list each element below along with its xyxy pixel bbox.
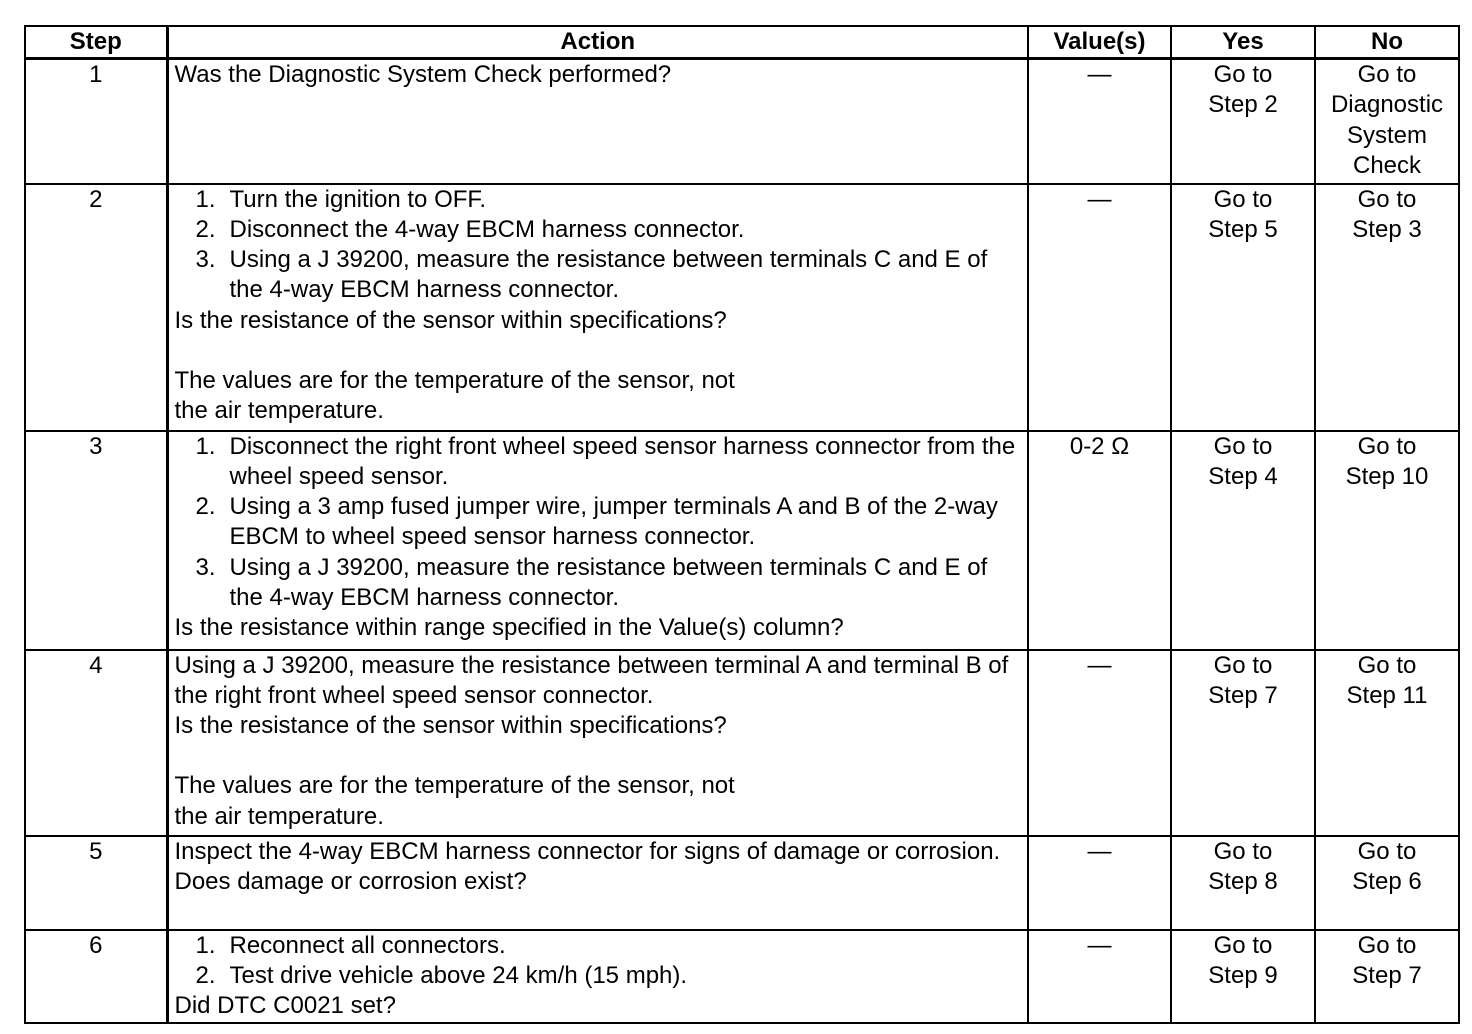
no-goto-text: Go to bbox=[1357, 837, 1417, 865]
action-cell bbox=[167, 184, 1028, 431]
no-goto-text: System bbox=[1346, 121, 1427, 149]
no-cell bbox=[1315, 59, 1459, 184]
action-steps-list bbox=[175, 432, 1022, 613]
yes-goto-text: Go to bbox=[1213, 837, 1273, 865]
no-goto-text: Go to bbox=[1357, 931, 1417, 959]
step-number: 6 bbox=[25, 930, 167, 1023]
header-no: No bbox=[1315, 26, 1459, 59]
action-text: Inspect the 4-way EBCM harness connector for signs of damage or corrosion. bbox=[174, 837, 1001, 865]
step-number: 5 bbox=[25, 836, 167, 930]
action-note: the air temperature. bbox=[174, 396, 384, 424]
action-step-number: 1. bbox=[195, 432, 216, 460]
diagnostic-table bbox=[24, 25, 1460, 1024]
action-step-item bbox=[175, 215, 1022, 245]
no-goto-text: Go to bbox=[1357, 61, 1417, 89]
action-step-item bbox=[175, 931, 1022, 961]
action-step-item bbox=[175, 961, 1022, 991]
no-goto-text: Go to bbox=[1357, 185, 1417, 213]
action-step-text: Using a J 39200, measure the resistance between terminals C and E of the 4-way EBCM harness connector. bbox=[229, 553, 988, 611]
table-row bbox=[25, 431, 1459, 650]
action-step-number: 3. bbox=[195, 553, 216, 581]
spacer bbox=[175, 336, 1022, 366]
yes-cell bbox=[1171, 431, 1315, 650]
no-goto-text: Step 7 bbox=[1352, 961, 1422, 989]
no-goto-text: Step 10 bbox=[1345, 462, 1429, 490]
step-number: 1 bbox=[25, 59, 167, 184]
no-goto-text: Go to bbox=[1357, 432, 1417, 460]
value-cell: 0-2 Ω bbox=[1028, 431, 1171, 650]
action-note: the air temperature. bbox=[174, 802, 384, 830]
action-question: Is the resistance of the sensor within specifications? bbox=[174, 712, 727, 740]
action-step-item bbox=[175, 492, 1022, 552]
yes-cell bbox=[1171, 836, 1315, 930]
action-step-text: Disconnect the 4-way EBCM harness connector. bbox=[229, 215, 745, 243]
yes-goto-text: Step 8 bbox=[1208, 867, 1278, 895]
action-step-text: Disconnect the right front wheel speed sensor harness connector from the wheel speed sensor. bbox=[229, 432, 1016, 490]
diagnostic-table-sheet bbox=[24, 25, 1458, 1024]
action-step-item bbox=[175, 245, 1022, 305]
yes-cell bbox=[1171, 930, 1315, 1023]
table-row bbox=[25, 184, 1459, 431]
action-question: Is the resistance within range specified in the Value(s) column? bbox=[174, 613, 844, 641]
action-steps-list bbox=[175, 185, 1022, 306]
step-number: 4 bbox=[25, 650, 167, 836]
action-step-text: Using a 3 amp fused jumper wire, jumper terminals A and B of the 2-way EBCM to wheel speed sensor harness connector. bbox=[229, 493, 998, 551]
table-row bbox=[25, 59, 1459, 184]
yes-goto-text: Step 9 bbox=[1208, 961, 1278, 989]
value-cell: — bbox=[1028, 184, 1171, 431]
action-steps-list bbox=[175, 931, 1022, 991]
yes-goto-text: Go to bbox=[1213, 185, 1273, 213]
action-step-number: 3. bbox=[195, 246, 216, 274]
action-step-number: 2. bbox=[195, 215, 216, 243]
yes-cell bbox=[1171, 184, 1315, 431]
yes-goto-text: Go to bbox=[1213, 651, 1273, 679]
yes-goto-text: Go to bbox=[1213, 61, 1273, 89]
action-cell bbox=[167, 650, 1028, 836]
spacer bbox=[175, 741, 1022, 771]
action-step-item bbox=[175, 553, 1022, 613]
no-goto-text: Go to bbox=[1357, 651, 1417, 679]
no-cell bbox=[1315, 431, 1459, 650]
no-goto-text: Check bbox=[1352, 151, 1422, 179]
value-cell: — bbox=[1028, 836, 1171, 930]
step-number: 2 bbox=[25, 184, 167, 431]
action-step-number: 1. bbox=[195, 931, 216, 959]
action-note: The values are for the temperature of the sensor, not bbox=[174, 772, 735, 800]
yes-goto-text: Step 4 bbox=[1208, 462, 1278, 490]
action-step-text: Turn the ignition to OFF. bbox=[229, 185, 487, 213]
no-goto-text: Diagnostic bbox=[1330, 91, 1444, 119]
table-header-row bbox=[25, 26, 1459, 59]
action-cell bbox=[167, 836, 1028, 930]
value-cell: — bbox=[1028, 59, 1171, 184]
yes-goto-text: Go to bbox=[1213, 432, 1273, 460]
no-cell bbox=[1315, 836, 1459, 930]
yes-goto-text: Step 7 bbox=[1208, 681, 1278, 709]
no-goto-text: Step 6 bbox=[1352, 867, 1422, 895]
action-step-text: Reconnect all connectors. bbox=[229, 931, 506, 959]
yes-goto-text: Step 2 bbox=[1208, 91, 1278, 119]
header-action: Action bbox=[167, 26, 1028, 59]
action-step-item bbox=[175, 432, 1022, 492]
yes-cell bbox=[1171, 59, 1315, 184]
table-row bbox=[25, 650, 1459, 836]
table-row bbox=[25, 836, 1459, 930]
action-step-number: 1. bbox=[195, 185, 216, 213]
action-cell bbox=[167, 930, 1028, 1023]
value-cell: — bbox=[1028, 650, 1171, 836]
no-cell bbox=[1315, 930, 1459, 1023]
action-note: The values are for the temperature of the sensor, not bbox=[174, 366, 735, 394]
action-step-text: Using a J 39200, measure the resistance between terminals C and E of the 4-way EBCM harness connector. bbox=[229, 246, 988, 304]
value-cell: — bbox=[1028, 930, 1171, 1023]
header-step: Step bbox=[25, 26, 167, 59]
action-cell bbox=[167, 59, 1028, 184]
action-question: Did DTC C0021 set? bbox=[174, 992, 396, 1020]
action-step-number: 2. bbox=[195, 961, 216, 989]
yes-goto-text: Go to bbox=[1213, 931, 1273, 959]
action-text: Using a J 39200, measure the resistance between terminal A and terminal B of the right front wheel speed sensor connector. bbox=[174, 651, 1009, 709]
no-goto-text: Step 11 bbox=[1346, 681, 1428, 709]
header-values: Value(s) bbox=[1028, 26, 1171, 59]
action-step-item bbox=[175, 185, 1022, 215]
action-step-number: 2. bbox=[195, 493, 216, 521]
yes-cell bbox=[1171, 650, 1315, 836]
action-cell bbox=[167, 431, 1028, 650]
header-yes: Yes bbox=[1171, 26, 1315, 59]
yes-goto-text: Step 5 bbox=[1208, 215, 1278, 243]
no-goto-text: Step 3 bbox=[1352, 215, 1422, 243]
step-number: 3 bbox=[25, 431, 167, 650]
table-row bbox=[25, 930, 1459, 1023]
action-text: Was the Diagnostic System Check performed? bbox=[174, 61, 672, 89]
no-cell bbox=[1315, 650, 1459, 836]
action-question: Is the resistance of the sensor within specifications? bbox=[174, 306, 727, 334]
action-step-text: Test drive vehicle above 24 km/h (15 mph). bbox=[229, 961, 688, 989]
no-cell bbox=[1315, 184, 1459, 431]
action-question: Does damage or corrosion exist? bbox=[174, 867, 527, 895]
